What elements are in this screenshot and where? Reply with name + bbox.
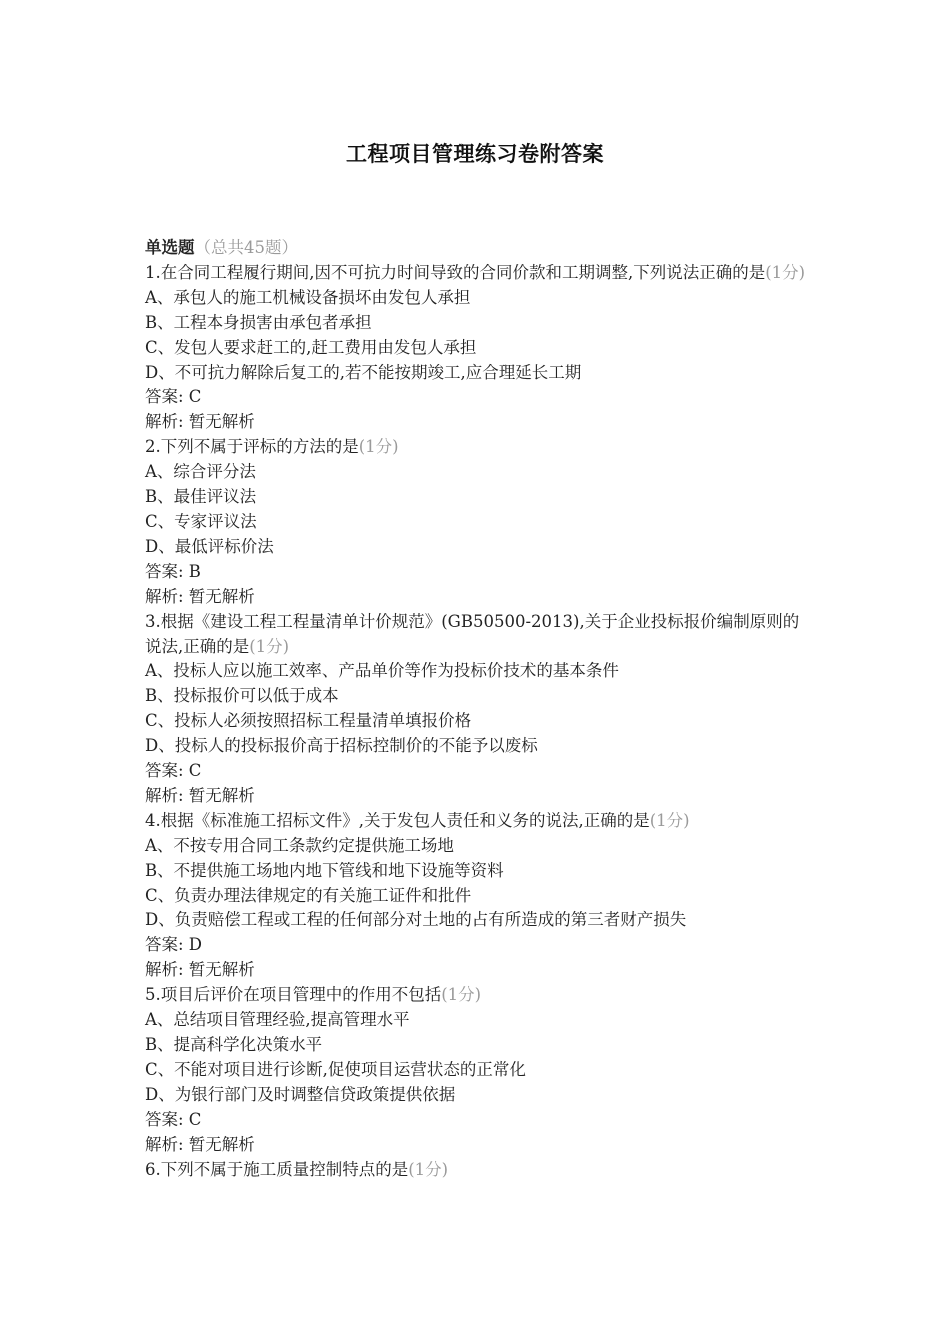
option: A、承包人的施工机械设备损坏由发包人承担 [145, 287, 471, 307]
question-text: 1.在合同工程履行期间,因不可抗力时间导致的合同价款和工期调整,下列说法正确的是 [145, 262, 766, 282]
option: D、投标人的投标报价高于招标控制价的不能予以废标 [145, 736, 538, 756]
option: B、不提供施工场地内地下管线和地下设施等资料 [145, 860, 504, 880]
question-score: (1分) [441, 985, 482, 1005]
answer: 答案: C [145, 761, 202, 781]
question-stem [145, 261, 815, 286]
question-text: 3.根据《建设工程工程量清单计价规范》(GB50500-2013),关于企业投标报价编制原则的说法,正确的是 [145, 611, 800, 656]
question-text: 5.项目后评价在项目管理中的作用不包括 [145, 985, 442, 1005]
answer: 答案: C [145, 387, 202, 407]
option: C、不能对项目进行诊断,促使项目运营状态的正常化 [145, 1059, 526, 1079]
option: C、发包人要求赶工的,赶工费用由发包人承担 [145, 337, 477, 357]
analysis: 解析: 暂无解析 [145, 960, 255, 980]
answer: 答案: C [145, 1109, 202, 1129]
section-heading [145, 236, 815, 261]
option: D、最低评标价法 [145, 536, 274, 556]
question-stem [145, 1158, 815, 1183]
option: D、负责赔偿工程或工程的任何部分对土地的占有所造成的第三者财产损失 [145, 910, 687, 930]
question-stem [145, 983, 815, 1008]
question-stem [145, 809, 815, 834]
question-text: 6.下列不属于施工质量控制特点的是 [145, 1159, 409, 1179]
question-list [145, 236, 815, 1182]
option: D、不可抗力解除后复工的,若不能按期竣工,应合理延长工期 [145, 362, 582, 382]
option: A、综合评分法 [145, 462, 256, 482]
option: B、工程本身损害由承包者承担 [145, 312, 372, 332]
answer: 答案: B [145, 561, 201, 581]
question-score: (1分) [765, 262, 806, 282]
analysis: 解析: 暂无解析 [145, 1134, 255, 1154]
question-score: (1分) [408, 1159, 449, 1179]
option: B、最佳评议法 [145, 487, 257, 507]
question-text: 2.下列不属于评标的方法的是 [145, 437, 359, 457]
question-score: (1分) [249, 636, 290, 656]
analysis: 解析: 暂无解析 [145, 785, 255, 805]
option: D、为银行部门及时调整信贷政策提供依据 [145, 1084, 456, 1104]
option: B、提高科学化决策水平 [145, 1035, 323, 1054]
question-stem [145, 435, 815, 460]
option: C、专家评议法 [145, 511, 257, 531]
question-score: (1分) [649, 810, 690, 830]
question-text: 4.根据《标准施工招标文件》,关于发包人责任和义务的说法,正确的是 [145, 810, 650, 830]
option: A、总结项目管理经验,提高管理水平 [145, 1010, 410, 1030]
option: C、负责办理法律规定的有关施工证件和批件 [145, 885, 472, 905]
option: A、投标人应以施工效率、产品单价等作为投标价技术的基本条件 [145, 661, 619, 681]
option: A、不按专用合同工条款约定提供施工场地 [145, 835, 454, 855]
section-count: （总共45题） [194, 238, 298, 257]
answer: 答案: D [145, 935, 203, 955]
document-title: 工程项目管理练习卷附答案 [346, 141, 604, 166]
section-label: 单选题 [145, 238, 195, 257]
question-score: (1分) [358, 437, 399, 457]
option: B、投标报价可以低于成本 [145, 686, 339, 706]
analysis: 解析: 暂无解析 [145, 412, 255, 432]
question-stem [145, 610, 815, 660]
option: C、投标人必须按照招标工程量清单填报价格 [145, 711, 472, 731]
analysis: 解析: 暂无解析 [145, 586, 255, 606]
